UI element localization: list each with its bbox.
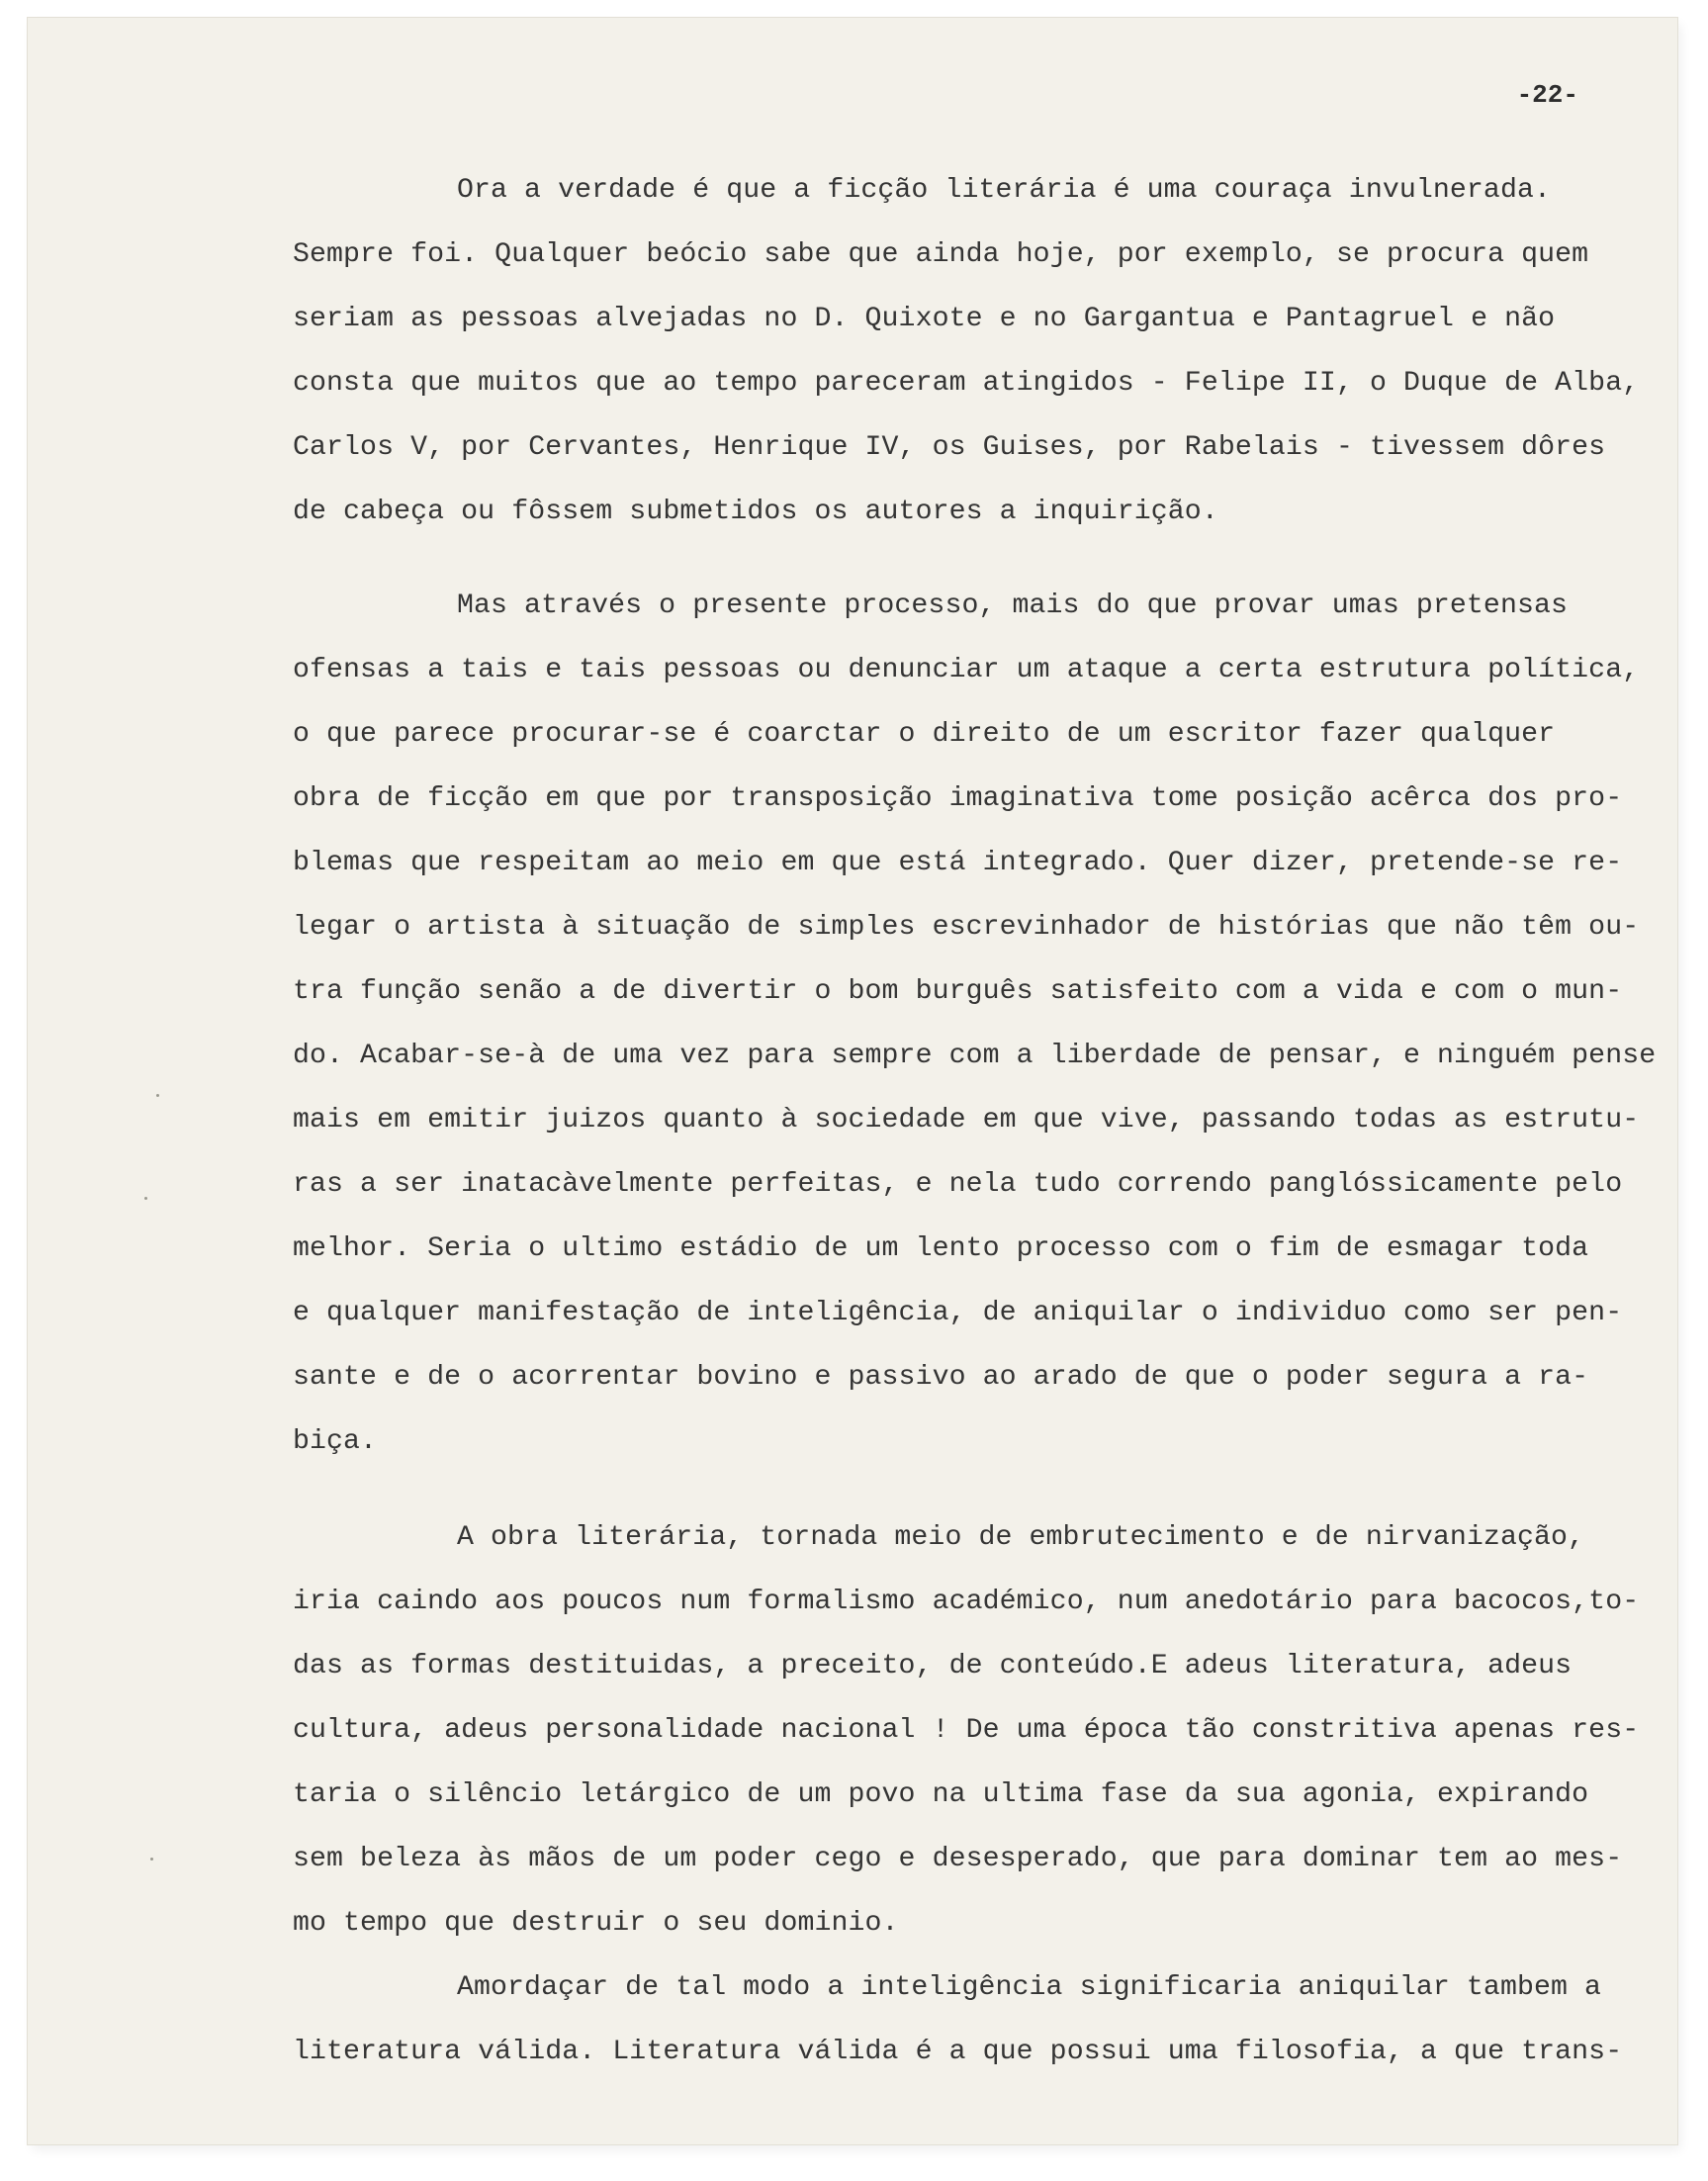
- text-line: iria caindo aos poucos num formalismo académico, num anedotário para bacocos,to-: [293, 1587, 1640, 1617]
- text-line: Sempre foi. Qualquer beócio sabe que ainda hoje, por exemplo, se procura quem: [293, 239, 1589, 270]
- text-line: seriam as pessoas alvejadas no D. Quixote e no Gargantua e Pantagruel e não: [293, 304, 1556, 334]
- text-line: Mas através o presente processo, mais do que provar umas pretensas: [457, 591, 1569, 621]
- text-line: legar o artista à situação de simples escrevinhador de histórias que não têm ou-: [293, 912, 1640, 943]
- text-line: cultura, adeus personalidade nacional ! De uma época tão constritiva apenas res-: [293, 1715, 1640, 1746]
- text-line: de cabeça ou fôssem submetidos os autores a inquirição.: [293, 497, 1218, 527]
- text-line: A obra literária, tornada meio de embrutecimento e de nirvanização,: [457, 1522, 1585, 1553]
- document-body: [293, 158, 1657, 2084]
- text-line: o que parece procurar-se é coarctar o direito de um escritor fazer qualquer: [293, 719, 1556, 750]
- text-line: Carlos V, por Cervantes, Henrique IV, os Guises, por Rabelais - tivessem dôres: [293, 432, 1606, 463]
- text-line: literatura válida. Literatura válida é a que possui uma filosofia, a que trans-: [293, 2037, 1623, 2067]
- text-line: mais em emitir juizos quanto à sociedade em que vive, passando todas as estrutu-: [293, 1105, 1640, 1136]
- paragraph-gap: [293, 544, 1608, 574]
- text-line: ofensas a tais e tais pessoas ou denunciar um ataque a certa estrutura política,: [293, 655, 1640, 685]
- paragraph-4: [293, 1955, 1623, 2084]
- paragraph-2: [293, 574, 1657, 1474]
- text-line: obra de ficção em que por transposição imaginativa tome posição acêrca dos pro-: [293, 783, 1623, 814]
- paper-speck: [156, 1094, 159, 1097]
- text-line: melhor. Seria o ultimo estádio de um lento processo com o fim de esmagar toda: [293, 1233, 1589, 1264]
- text-line: e qualquer manifestação de inteligência, de aniquilar o individuo como ser pen-: [293, 1298, 1623, 1328]
- text-line: sante e de o acorrentar bovino e passivo ao arado de que o poder segura a ra-: [293, 1362, 1589, 1393]
- typewritten-page: [28, 18, 1677, 2144]
- paragraph-3: [293, 1505, 1640, 1955]
- paper-speck: [150, 1858, 153, 1861]
- text-line: biça.: [293, 1426, 378, 1457]
- paragraph-1: [293, 158, 1640, 544]
- text-line: mo tempo que destruir o seu dominio.: [293, 1908, 899, 1939]
- paragraph-gap: [293, 1474, 1608, 1505]
- text-line: Amordaçar de tal modo a inteligência significaria aniquilar tambem a: [457, 1972, 1602, 2003]
- text-line: do. Acabar-se-à de uma vez para sempre com a liberdade de pensar, e ninguém pense: [293, 1041, 1657, 1071]
- text-line: taria o silêncio letárgico de um povo na ultima fase da sua agonia, expirando: [293, 1779, 1589, 1810]
- text-line: blemas que respeitam ao meio em que está integrado. Quer dizer, pretende-se re-: [293, 848, 1623, 878]
- text-line: consta que muitos que ao tempo pareceram atingidos - Felipe II, o Duque de Alba,: [293, 368, 1640, 399]
- paper-speck: [144, 1197, 147, 1200]
- text-line: sem beleza às mãos de um poder cego e desesperado, que para dominar tem ao mes-: [293, 1844, 1623, 1874]
- text-line: ras a ser inatacàvelmente perfeitas, e nela tudo correndo panglóssicamente pelo: [293, 1169, 1623, 1200]
- text-line: das as formas destituidas, a preceito, de conteúdo.E adeus literatura, adeus: [293, 1651, 1573, 1681]
- text-line: Ora a verdade é que a ficção literária é uma couraça invulnerada.: [457, 175, 1551, 206]
- text-line: tra função senão a de divertir o bom burguês satisfeito com a vida e com o mun-: [293, 976, 1623, 1007]
- page-number: -22-: [1516, 80, 1578, 110]
